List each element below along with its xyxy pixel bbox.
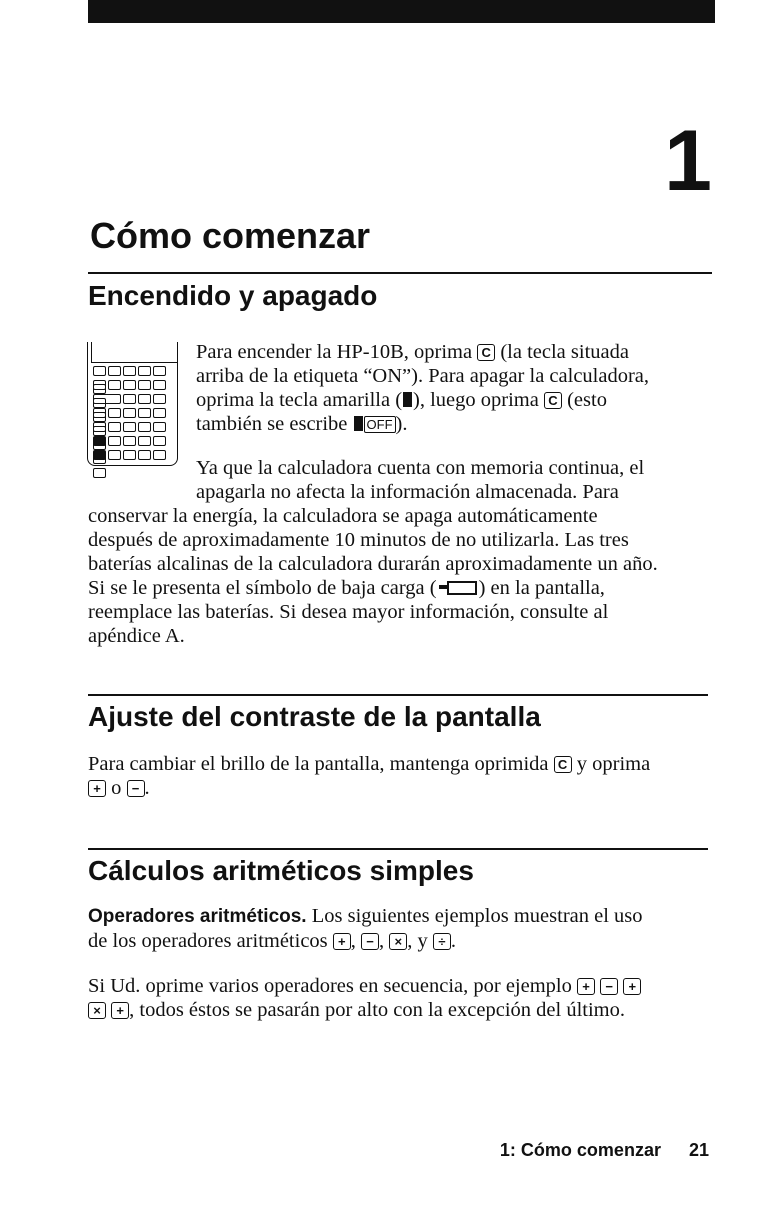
chapter-title: Cómo comenzar <box>90 215 371 256</box>
paragraph-contrast: Para cambiar el brillo de la pantalla, mantenga oprimida C y oprima + o − . <box>88 753 651 799</box>
chapter-number: 1 <box>664 113 712 209</box>
calculator-display <box>91 342 178 363</box>
footer-chapter-label: 1: Cómo comenzar <box>499 1140 661 1160</box>
calculator-key-row <box>93 366 178 376</box>
calculator-key-row <box>93 436 178 446</box>
rule-1 <box>88 272 712 274</box>
section-heading-arithmetic: Cálculos aritméticos simples <box>88 855 474 886</box>
minus-key-icon: − <box>127 780 145 797</box>
paragraph-operator-sequence: Si Ud. oprime varios operadores en secuencia, por ejemplo + − + × + , todos éstos se pasarán por alto con la excepción del último. <box>88 974 641 1022</box>
divide-key-icon: ÷ <box>433 933 451 950</box>
calculator-illustration <box>87 342 178 467</box>
paragraph-continuous-memory-a: Ya que la calculadora cuenta con memoria continua, el apagarla no afecta la información almacenada. Para <box>196 457 645 503</box>
plus-key-icon: + <box>577 978 595 995</box>
shift-key-icon <box>403 392 412 407</box>
times-key-icon: × <box>389 933 407 950</box>
calculator-key-row <box>93 394 178 404</box>
c-key-icon: C <box>554 756 572 773</box>
minus-key-icon: − <box>361 933 379 950</box>
top-bar <box>88 0 715 23</box>
paragraph-power-on: Para encender la HP-10B, oprima C (la tecla situada arriba de la etiqueta “ON”). Para apagar la calculadora, oprima la tecla amarilla ( ), luego oprima C (esto también se escribe OFF ). <box>196 341 650 435</box>
calculator-key-row <box>93 422 178 432</box>
section-heading-contrast: Ajuste del contraste de la pantalla <box>88 701 541 732</box>
plus-key-icon: + <box>88 780 106 797</box>
times-key-icon: × <box>88 1002 106 1019</box>
page-footer <box>500 1140 709 1161</box>
c-key-icon: C <box>477 344 495 361</box>
low-battery-icon <box>439 581 477 595</box>
plus-key-icon: + <box>111 1002 129 1019</box>
calculator-key-row <box>93 408 178 418</box>
rule-2 <box>88 694 708 696</box>
runin-heading: Operadores aritméticos. <box>88 906 307 927</box>
c-key-icon: C <box>544 392 562 409</box>
shift-key-icon <box>354 416 363 431</box>
plus-key-icon: + <box>623 978 641 995</box>
calculator-key-row <box>93 380 178 390</box>
paragraph-continuous-memory-b: conservar la energía, la calculadora se apaga automáticamente después de aproximadamente 10 minutos de no utilizarla. Las tres baterías alcalinas de la calculadora durarán aproximadamente un año. Si se le presenta el símbolo de baja carga ( ) en la pantalla, reemplace las baterías. Si desea mayor información, consulte al apéndice A. <box>88 505 658 647</box>
calculator-key-row <box>93 450 178 460</box>
paragraph-arithmetic-operators: Operadores aritméticos. Los siguientes ejemplos muestran el uso de los operadores aritméticos + , − , × , y ÷ . <box>88 905 643 952</box>
off-key-icon: OFF <box>364 416 396 433</box>
rule-3 <box>88 848 708 850</box>
section-heading-power: Encendido y apagado <box>88 280 378 311</box>
minus-key-icon: − <box>600 978 618 995</box>
plus-key-icon: + <box>333 933 351 950</box>
page-number: 21 <box>688 1140 709 1160</box>
